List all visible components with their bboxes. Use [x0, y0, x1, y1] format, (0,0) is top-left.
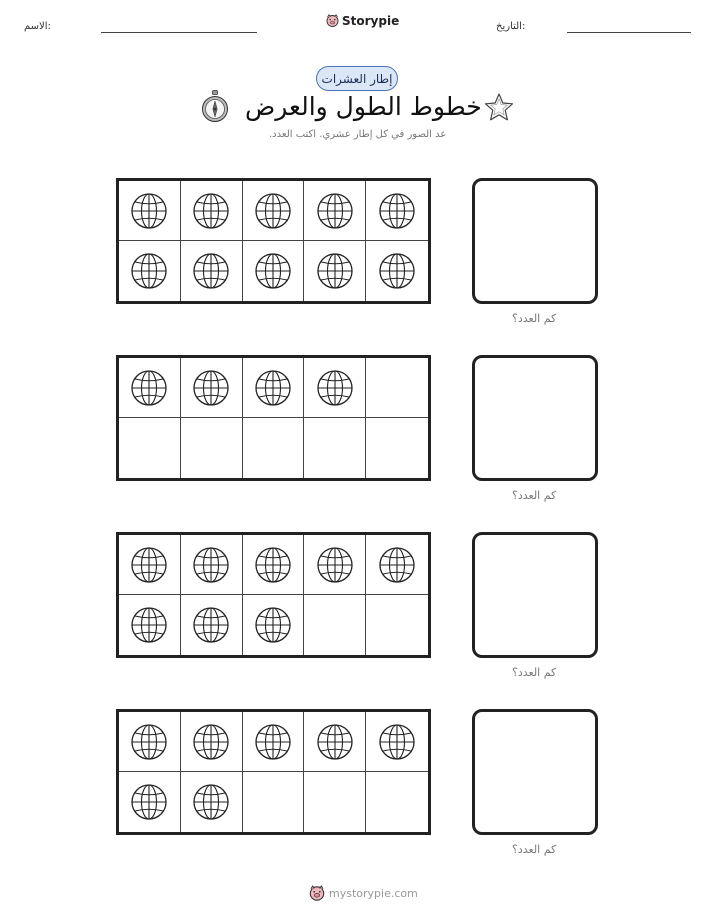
frame-cell [181, 418, 243, 478]
footer [309, 885, 418, 902]
storypie-logo [326, 14, 399, 28]
globe-icon [254, 546, 292, 584]
frame-cell [243, 418, 305, 478]
globe-icon [316, 723, 354, 761]
answer-box[interactable] [472, 178, 598, 304]
frame-cell [366, 358, 428, 418]
globe-icon [192, 192, 230, 230]
globe-icon [254, 723, 292, 761]
frame-cell [304, 181, 366, 241]
frame-cell [366, 418, 428, 478]
answer-box[interactable] [472, 355, 598, 481]
globe-icon [192, 606, 230, 644]
frame-cell [304, 772, 366, 832]
frame-cell [119, 712, 181, 772]
ten-frame [116, 532, 431, 658]
frame-cell [181, 595, 243, 655]
globe-icon [130, 252, 168, 290]
pig-icon [326, 14, 339, 28]
globe-icon [130, 606, 168, 644]
ten-frame [116, 178, 431, 304]
frame-cell [366, 535, 428, 595]
globe-icon [192, 369, 230, 407]
globe-icon [192, 783, 230, 821]
globe-icon [316, 546, 354, 584]
frame-cell [243, 181, 305, 241]
globe-icon [254, 252, 292, 290]
frame-cell [181, 181, 243, 241]
question-label: كم العدد؟ [512, 312, 557, 325]
brand-name: Storypie [342, 14, 400, 28]
frame-cell [119, 241, 181, 301]
frame-cell [366, 772, 428, 832]
date-label: التاريخ: [496, 21, 526, 32]
globe-icon [316, 369, 354, 407]
footer-url: mystorypie.com [329, 887, 418, 900]
answer-box[interactable] [472, 532, 598, 658]
globe-icon [130, 783, 168, 821]
frame-cell [119, 358, 181, 418]
globe-icon [254, 606, 292, 644]
topic-badge: إطار العشرات [316, 66, 398, 91]
globe-icon [130, 723, 168, 761]
frame-cell [119, 181, 181, 241]
name-label: الاسم: [24, 21, 51, 32]
globe-icon [192, 252, 230, 290]
globe-icon [378, 192, 416, 230]
compass-icon [201, 90, 229, 124]
frame-cell [304, 712, 366, 772]
frame-cell [243, 535, 305, 595]
frame-cell [366, 181, 428, 241]
frame-cell [243, 241, 305, 301]
date-line[interactable] [567, 32, 691, 33]
frame-cell [243, 772, 305, 832]
globe-icon [316, 192, 354, 230]
globe-icon [316, 252, 354, 290]
pig-icon [309, 885, 325, 902]
frame-cell [181, 712, 243, 772]
frame-cell [304, 358, 366, 418]
page-title: خطوط الطول والعرض [245, 92, 482, 121]
frame-cell [181, 535, 243, 595]
globe-icon [130, 546, 168, 584]
frame-cell [181, 772, 243, 832]
frame-cell [181, 241, 243, 301]
frame-cell [243, 595, 305, 655]
globe-icon [254, 369, 292, 407]
globe-icon [130, 192, 168, 230]
frame-cell [243, 712, 305, 772]
name-line[interactable] [101, 32, 257, 33]
globe-icon [378, 252, 416, 290]
question-label: كم العدد؟ [512, 666, 557, 679]
frame-cell [119, 595, 181, 655]
frame-cell [304, 241, 366, 301]
frame-cell [243, 358, 305, 418]
star-icon [484, 92, 514, 122]
question-label: كم العدد؟ [512, 489, 557, 502]
frame-cell [181, 358, 243, 418]
question-label: كم العدد؟ [512, 843, 557, 856]
frame-cell [366, 712, 428, 772]
frame-cell [366, 241, 428, 301]
frame-cell [304, 595, 366, 655]
ten-frame [116, 709, 431, 835]
frame-cell [304, 418, 366, 478]
frame-cell [366, 595, 428, 655]
globe-icon [192, 723, 230, 761]
ten-frame [116, 355, 431, 481]
globe-icon [378, 723, 416, 761]
frame-cell [119, 772, 181, 832]
frame-cell [119, 535, 181, 595]
frame-cell [304, 535, 366, 595]
globe-icon [378, 546, 416, 584]
answer-box[interactable] [472, 709, 598, 835]
frame-cell [119, 418, 181, 478]
globe-icon [192, 546, 230, 584]
globe-icon [254, 192, 292, 230]
instructions: عد الصور في كل إطار عشري. اكتب العدد. [269, 129, 447, 140]
globe-icon [130, 369, 168, 407]
